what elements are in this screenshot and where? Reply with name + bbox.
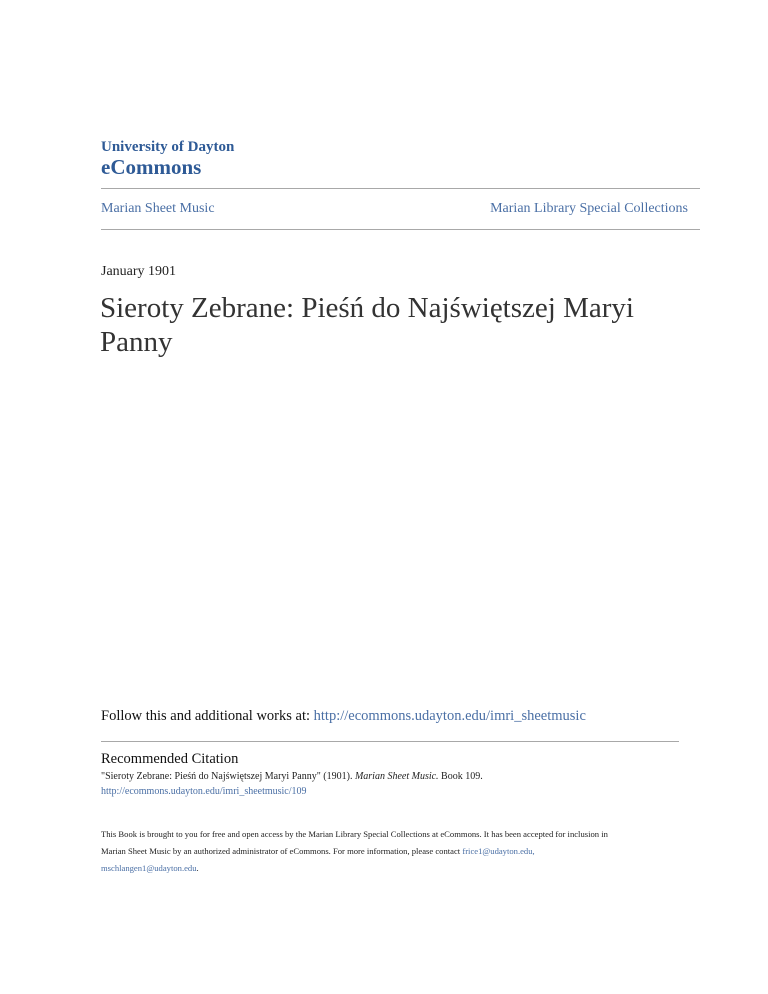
notice-line-1: This Book is brought to you for free and open access by the Marian Library Special Collections at eCommons. It has been accepted for inclusion in	[101, 829, 608, 839]
collection-link[interactable]: Marian Library Special Collections	[490, 201, 688, 216]
citation-text	[101, 771, 483, 782]
contact-email-link-1[interactable]: frice1@udayton.edu,	[462, 846, 535, 856]
publication-date: January 1901	[101, 264, 177, 279]
citation-main: "Sieroty Zebrane: Pieśń do Najświętszej Maryi Panny" (1901).	[101, 771, 355, 782]
notice-line-2-text: Marian Sheet Music by an authorized administrator of eCommons. For more information, please contact	[101, 846, 463, 856]
notice-line-3	[101, 860, 661, 877]
follow-prefix: Follow this and additional works at:	[101, 708, 314, 724]
repository-name[interactable]: eCommons	[101, 155, 202, 179]
header-divider-top	[101, 188, 700, 189]
header-divider-bottom	[101, 229, 700, 230]
institution-name[interactable]: University of Dayton	[101, 139, 235, 155]
access-notice	[101, 826, 661, 877]
citation-url-link[interactable]: http://ecommons.udayton.edu/imri_sheetmusic/109	[101, 786, 307, 797]
document-title: Sieroty Zebrane: Pieśń do Najświętszej Maryi Panny	[100, 292, 634, 358]
series-link[interactable]: Marian Sheet Music	[101, 201, 215, 216]
citation-series: Marian Sheet Music.	[354, 771, 439, 782]
contact-email-link-2[interactable]: mschlangen1@udayton.edu	[101, 863, 197, 873]
follow-url-link[interactable]: http://ecommons.udayton.edu/imri_sheetmusic	[313, 708, 586, 724]
citation-divider	[101, 741, 679, 742]
notice-line-2	[101, 843, 661, 860]
follow-works-line	[101, 708, 586, 725]
notice-line-3-end: .	[196, 863, 199, 873]
citation-book: Book 109.	[438, 771, 483, 782]
citation-heading: Recommended Citation	[101, 751, 239, 767]
